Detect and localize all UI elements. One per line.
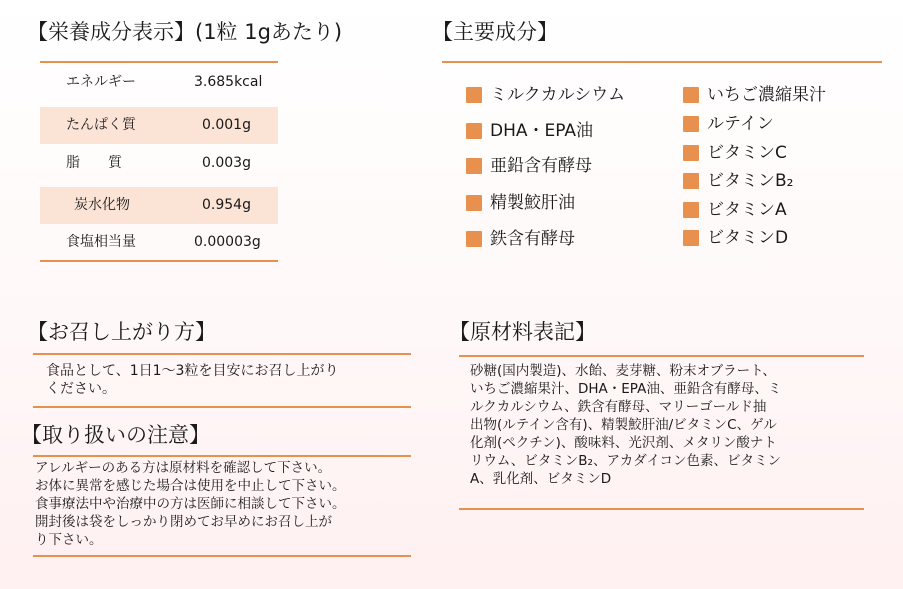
nutrition-row-energy bbox=[40, 64, 278, 101]
caution-bottom-line bbox=[33, 555, 411, 557]
nutrition-label: 脂 質 bbox=[66, 155, 122, 171]
usage-bottom-line bbox=[33, 406, 411, 408]
nutrition-value: 0.00003g bbox=[194, 234, 261, 250]
nutrition-heading-sub: (1粒 1gあたり) bbox=[195, 20, 343, 44]
nutrition-value: 0.001g bbox=[202, 117, 251, 133]
bullet-square-icon bbox=[683, 230, 699, 246]
nutrition-row-carbs bbox=[40, 187, 278, 224]
materials-text: 砂糖(国内製造)、水飴、麦芽糖、粉末オブラート、 いちご濃縮果汁、DHA・EPA油、亜鉛含有酵母、ミ ルクカルシウム、鉄含有酵母、マリーゴールド抽 出物(ルテイン含有)、精製鮫肝油/ビタミンC、ゲル 化剤(ペクチン)、酸味料、光沢剤、メタリン酸ナト リウム、ビタミンB₂、アカダイコン色素、ビタミン A、乳化剤、ビタミンD bbox=[470, 363, 782, 487]
nutrition-value: 3.685kcal bbox=[194, 74, 263, 90]
caution-top-line bbox=[33, 455, 411, 457]
bullet-square-icon bbox=[683, 87, 699, 103]
ingredient-label: ミルクカルシウム bbox=[490, 85, 626, 105]
nutrition-row-protein bbox=[40, 107, 278, 144]
nutrition-bottom-line bbox=[40, 260, 278, 262]
ingredient-label: いちご濃縮果汁 bbox=[707, 85, 826, 105]
nutrition-value: 0.954g bbox=[202, 197, 251, 213]
bullet-square-icon bbox=[683, 173, 699, 189]
bullet-square-icon bbox=[683, 116, 699, 132]
nutrition-heading-main: 【栄養成分表示】 bbox=[27, 20, 195, 44]
nutrition-value: 0.003g bbox=[202, 155, 251, 171]
bullet-square-icon bbox=[466, 87, 482, 103]
ingredient-label: ビタミンA bbox=[707, 200, 787, 220]
bullet-square-icon bbox=[683, 202, 699, 218]
nutrition-label: 食塩相当量 bbox=[66, 234, 136, 250]
ingredient-label: 鉄含有酵母 bbox=[490, 229, 575, 249]
caution-text: アレルギーのある方は原材料を確認して下さい。 お体に異常を感じた場合は使用を中止して下さい。 食事療法中や治療中の方は医師に相談して下さい。 開封後は袋をしっかり閉めてお早めにお召し上が り下さい。 bbox=[35, 460, 346, 548]
usage-top-line bbox=[33, 353, 411, 355]
bullet-square-icon bbox=[466, 231, 482, 247]
nutrition-label: エネルギー bbox=[66, 74, 136, 90]
ingredient-label: 精製鮫肝油 bbox=[490, 193, 575, 213]
ingredient-label: ルテイン bbox=[707, 114, 774, 134]
ingredient-label: DHA・EPA油 bbox=[490, 121, 594, 141]
nutrition-row-salt bbox=[40, 224, 278, 261]
bullet-square-icon bbox=[683, 145, 699, 161]
bullet-square-icon bbox=[466, 195, 482, 211]
ingredient-label: ビタミンB₂ bbox=[707, 171, 794, 191]
materials-top-line bbox=[459, 355, 864, 357]
bullet-square-icon bbox=[466, 123, 482, 139]
nutrition-label: 炭水化物 bbox=[74, 197, 130, 213]
caution-heading: 【取り扱いの注意】 bbox=[21, 423, 210, 447]
ingredients-heading: 【主要成分】 bbox=[432, 20, 558, 44]
bullet-square-icon bbox=[466, 158, 482, 174]
nutrition-top-line bbox=[40, 61, 278, 63]
materials-heading: 【原材料表記】 bbox=[449, 320, 596, 344]
ingredient-label: ビタミンC bbox=[707, 143, 787, 163]
nutrition-heading bbox=[27, 22, 342, 43]
usage-heading: 【お召し上がり方】 bbox=[27, 320, 216, 344]
ingredient-label: ビタミンD bbox=[707, 228, 789, 248]
usage-text: 食品として、1日1～3粒を目安にお召し上がり ください。 bbox=[46, 363, 339, 397]
materials-bottom-line bbox=[459, 508, 864, 510]
nutrition-row-fat bbox=[40, 145, 278, 182]
nutrition-label: たんぱく質 bbox=[66, 117, 136, 133]
ingredients-line bbox=[442, 61, 882, 63]
ingredient-label: 亜鉛含有酵母 bbox=[490, 156, 592, 176]
